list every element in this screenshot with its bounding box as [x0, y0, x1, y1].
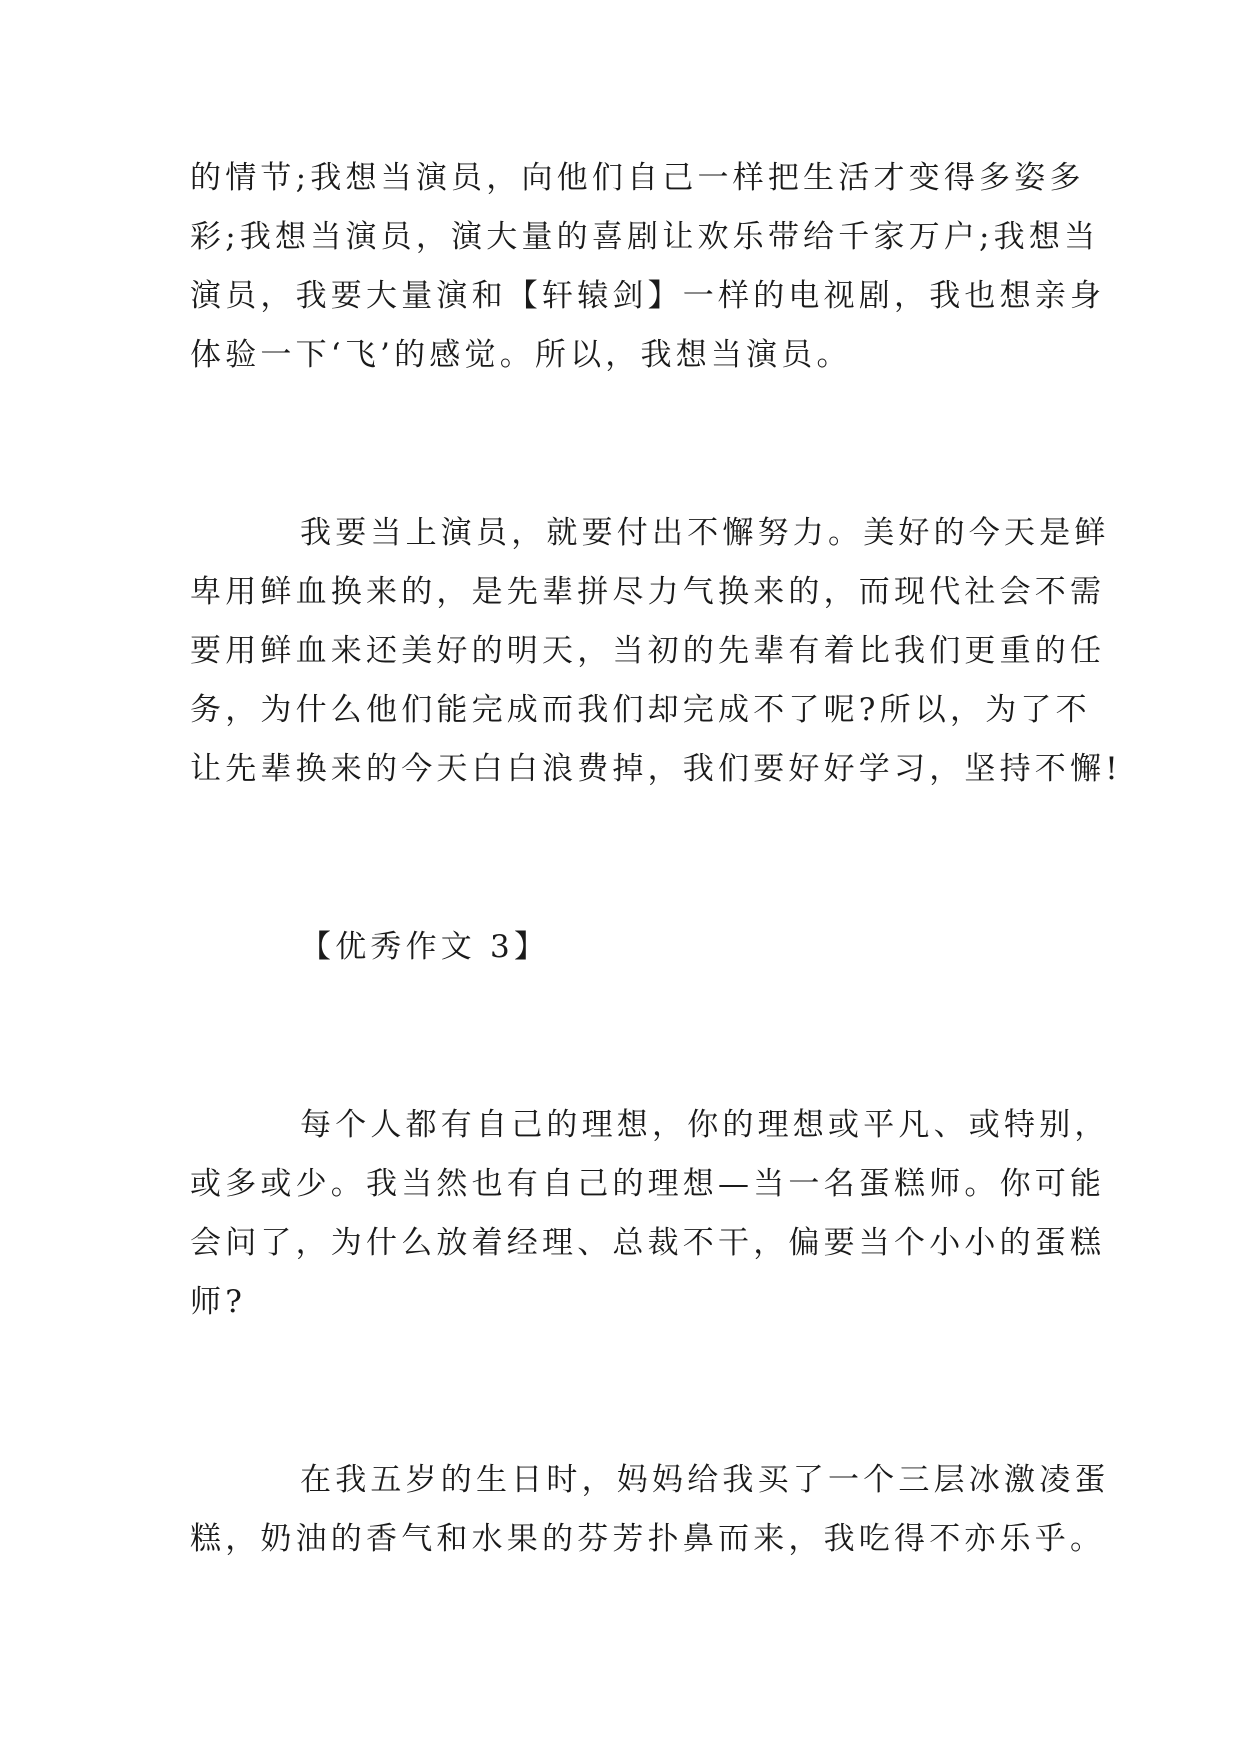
paragraph-line: 演员，我要大量演和【轩辕剑】一样的电视剧，我也想亲身	[190, 278, 1106, 314]
paragraph-line: 彩;我想当演员，演大量的喜剧让欢乐带给千家万户;我想当	[190, 219, 1100, 255]
paragraph-line: 我要当上演员，就要付出不懈努力。美好的今天是鲜	[300, 515, 1110, 551]
paragraph-line: 师?	[190, 1284, 247, 1320]
paragraph-line: 在我五岁的生日时，妈妈给我买了一个三层冰激凌蛋	[300, 1462, 1110, 1498]
paragraph-line: 的情节;我想当演员，向他们自己一样把生活才变得多姿多	[190, 160, 1085, 196]
paragraph-line: 体验一下‘飞’的感觉。所以，我想当演员。	[190, 337, 852, 373]
paragraph-line: 要用鲜血来还美好的明天，当初的先辈有着比我们更重的任	[190, 633, 1106, 669]
section-heading: 【优秀作文 3】	[300, 929, 550, 965]
paragraph-line: 每个人都有自己的理想，你的理想或平凡、或特别，	[300, 1107, 1110, 1143]
paragraph-line: 卑用鲜血换来的，是先辈拼尽力气换来的，而现代社会不需	[190, 574, 1106, 610]
paragraph-line: 糕，奶油的香气和水果的芬芳扑鼻而来，我吃得不亦乐乎。	[190, 1521, 1106, 1557]
paragraph-line: 让先辈换来的今天白白浪费掉，我们要好好学习，坚持不懈!	[190, 751, 1122, 787]
paragraph-line: 或多或少。我当然也有自己的理想—当一名蛋糕师。你可能	[190, 1166, 1106, 1202]
paragraph-line: 务，为什么他们能完成而我们却完成不了呢?所以，为了不	[190, 692, 1091, 728]
paragraph-line: 会问了，为什么放着经理、总裁不干，偏要当个小小的蛋糕	[190, 1225, 1106, 1261]
